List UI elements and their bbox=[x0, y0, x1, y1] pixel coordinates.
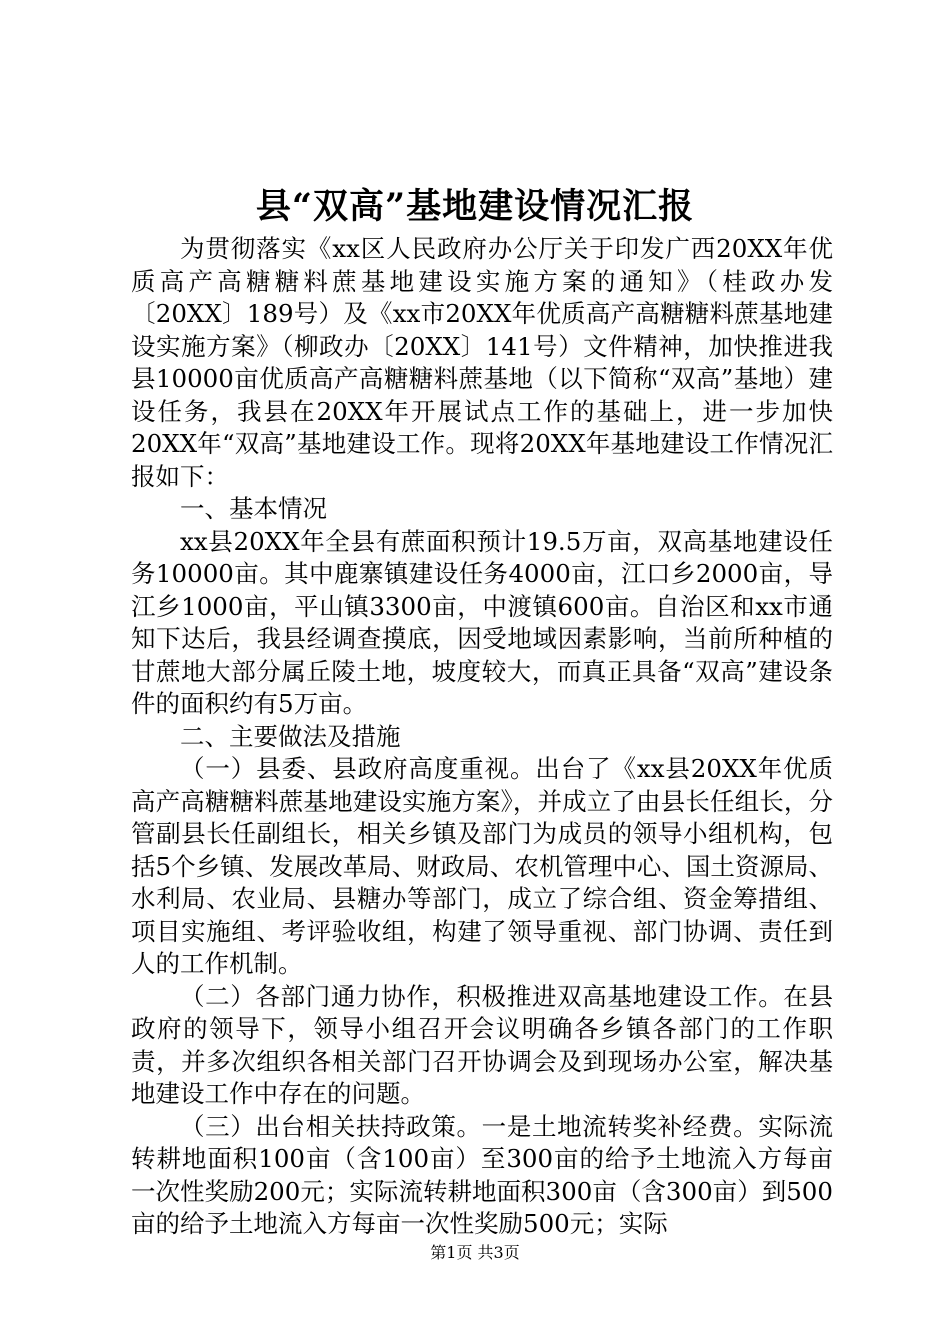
paragraph-measure-2: （二）各部门通力协作，积极推进双高基地建设工作。在县政府的领导下，领导小组召开会议明确各乡镇各部门的工作职责，并多次组织各相关部门召开协调会及到现场办公室，解决基地建设工作中存在的问题。 bbox=[131, 981, 833, 1108]
document-body bbox=[131, 233, 833, 1241]
page-number-footer: 第1页 共3页 bbox=[430, 1243, 520, 1262]
heading-main-measures: 二、主要做法及措施 bbox=[180, 721, 401, 751]
paragraph-measure-1: （一）县委、县政府高度重视。出台了《xx县20XX年优质高产高糖糖料蔗基地建设实施方案》，并成立了由县长任组长，分管副县长任副组长，相关乡镇及部门为成员的领导小组机构，包括5个乡镇、发展改革局、财政局、农机管理中心、国土资源局、水利局、农业局、县糖办等部门，成立了综合组、资金筹措组、项目实施组、考评验收组，构建了领导重视、部门协调、责任到人的工作机制。 bbox=[131, 754, 833, 978]
paragraph-measure-3: （三）出台相关扶持政策。一是土地流转奖补经费。实际流转耕地面积100亩（含100亩）至300亩的给予土地流入方每亩一次性奖励200元；实际流转耕地面积300亩（含300亩）到500亩的给予土地流入方每亩一次性奖励500元；实际 bbox=[131, 1111, 833, 1238]
heading-basic-situation: 一、基本情况 bbox=[180, 494, 327, 523]
document-title: 县“双高”基地建设情况汇报 bbox=[255, 186, 695, 227]
paragraph-intro: 为贯彻落实《xx区人民政府办公厅关于印发广西20XX年优质高产高糖糖料蔗基地建设实施方案的通知》（桂政办发〔20XX〕189号）及《xx市20XX年优质高产高糖糖料蔗基地建设实施方案》（柳政办〔20XX〕141号）文件精神，加快推进我县10000亩优质高产高糖糖料蔗基地（以下简称“双高”基地）建设任务，我县在20XX年开展试点工作的基础上，进一步加快20XX年“双高”基地建设工作。现将20XX年基地建设工作情况汇报如下： bbox=[131, 234, 833, 491]
paragraph-basic-situation: xx县20XX年全县有蔗面积预计19.5万亩，双高基地建设任务10000亩。其中鹿寨镇建设任务4000亩，江口乡2000亩，导江乡1000亩，平山镇3300亩，中渡镇600亩。自治区和xx市通知下达后，我县经调查摸底，因受地域因素影响，当前所种植的甘蔗地大部分属丘陵土地，坡度较大，而真正具备“双高”建设条件的面积约有5万亩。 bbox=[131, 526, 833, 718]
